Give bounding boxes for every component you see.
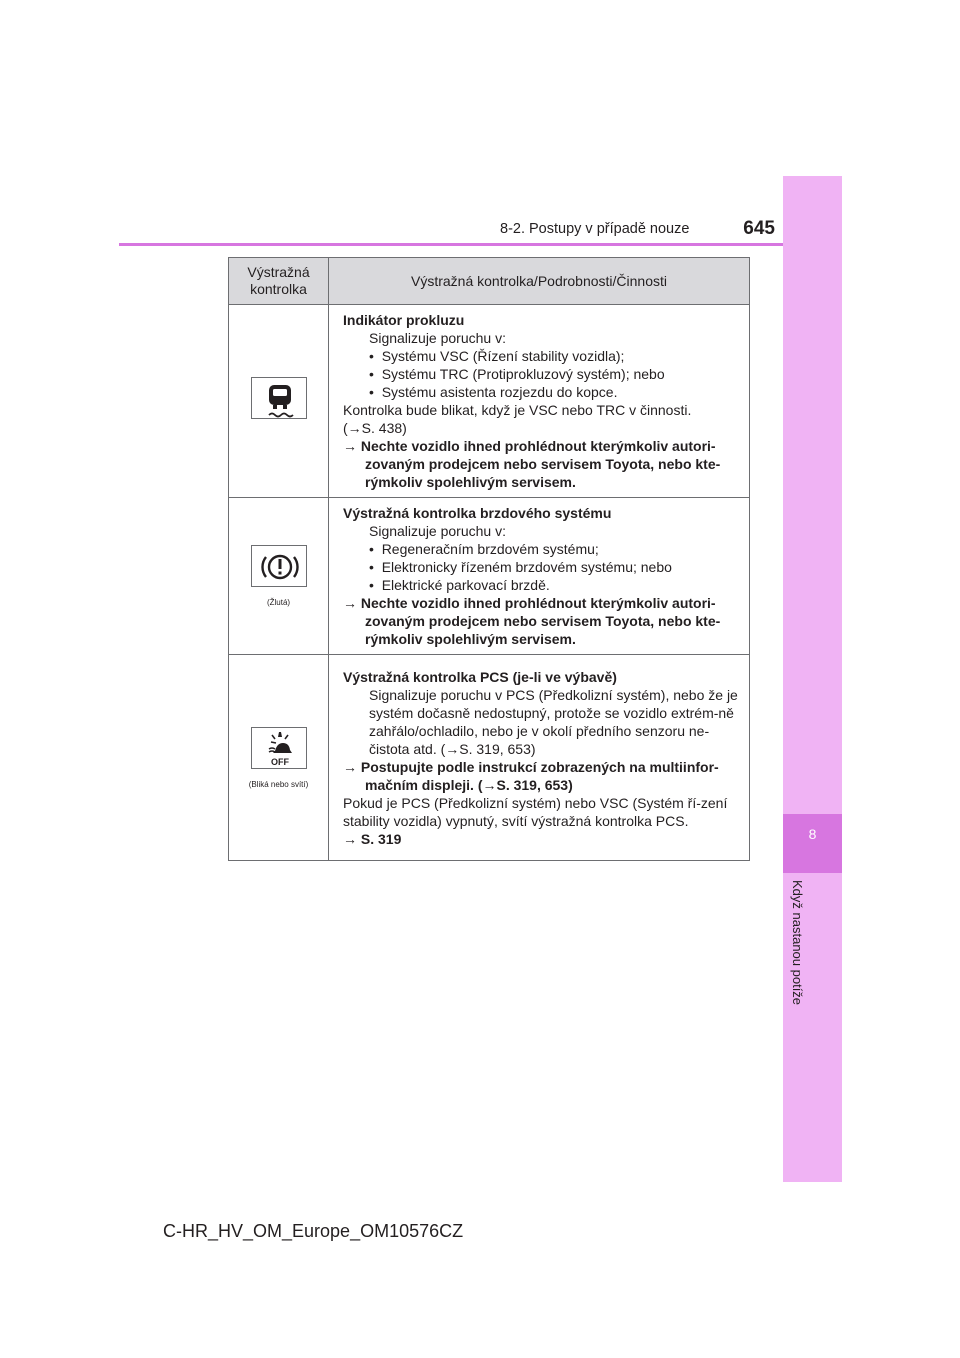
row-action: → Nechte vozidlo ihned prohlédnout kterýmkoliv autori-zovaným prodejcem nebo servisem Toyota, nebo kte-rýmkoliv spolehlivým servisem. (343, 438, 721, 490)
chapter-tab-active[interactable] (783, 814, 842, 873)
details-cell (329, 655, 750, 861)
warning-lights-table (228, 257, 750, 861)
details-cell (329, 498, 750, 655)
list-item: • Elektronicky řízeném brzdovém systému; nebo (369, 559, 672, 575)
list-item: • Systému VSC (Řízení stability vozidla); (369, 348, 625, 364)
slip-indicator-icon (251, 377, 307, 419)
table-header-row (229, 258, 750, 305)
icon-cell (229, 305, 329, 498)
document-id: C-HR_HV_OM_Europe_OM10576CZ (163, 1221, 464, 1241)
row-title: Výstražná kontrolka brzdového systému (343, 505, 612, 521)
row-action: → Nechte vozidlo ihned prohlédnout kterýmkoliv autori-zovaným prodejcem nebo servisem Toyota, nebo kte-rýmkoliv spolehlivým servisem. (343, 595, 721, 647)
table-row (229, 498, 750, 655)
page-reference: (→S. 438) (343, 420, 407, 436)
list-item: • Regeneračním brzdovém systému; (369, 541, 599, 557)
row-note: Kontrolka bude blikat, když je VSC nebo TRC v činnosti. (343, 402, 692, 418)
row-action-reference: → S. 319 (343, 830, 402, 847)
list-item: • Systému asistenta rozjezdu do kopce. (369, 384, 618, 400)
row-title: Indikátor prokluzu (343, 312, 465, 328)
row-intro: Signalizuje poruchu v: (369, 330, 506, 346)
section-title: 8-2. Postupy v případě nouze (500, 221, 690, 237)
brake-warning-icon (251, 545, 307, 587)
row-action: → Postupujte podle instrukcí zobrazených na multiinfor-mačním displeji. (→S. 319, 653) (343, 758, 719, 793)
table-row (229, 305, 750, 498)
page-number: 645 (743, 218, 775, 239)
row-intro: Signalizuje poruchu v PCS (Předkolizní systém), nebo že je systém dočasně nedostupný, protože se vozidlo extrém-ně zahřálo/ochladilo, nebo je v okolí předního senzoru ne-čistota atd. (→S. 319, 653) (369, 686, 738, 757)
list-item: • Elektrické parkovací brzdě. (369, 577, 550, 593)
row-title: Výstražná kontrolka PCS (je-li ve výbavě) (343, 668, 617, 685)
list-item: • Systému TRC (Protiprokluzový systém); nebo (369, 366, 665, 382)
table-row (229, 655, 750, 861)
column-header-details: Výstražná kontrolka/Podrobnosti/Činnosti (329, 258, 750, 305)
icon-cell (229, 498, 329, 655)
pcs-off-icon (251, 727, 307, 769)
row-intro: Signalizuje poruchu v: (369, 523, 506, 539)
details-cell (329, 305, 750, 498)
icon-caption: (Žlutá) (266, 598, 291, 607)
chapter-title: Když nastanou potíže (790, 880, 805, 1006)
column-header-light: Výstražná kontrolka (229, 258, 329, 305)
icon-off-label: OFF (270, 756, 289, 767)
icon-cell (229, 655, 329, 861)
header-rule (119, 243, 783, 246)
icon-caption: (Bliká nebo svítí) (248, 779, 309, 789)
chapter-number: 8 (808, 826, 817, 842)
row-note: Pokud je PCS (Předkolizní systém) nebo VSC (Systém ří-zení stability vozidla) vypnutý, svítí výstražná kontrolka PCS. (343, 794, 728, 829)
